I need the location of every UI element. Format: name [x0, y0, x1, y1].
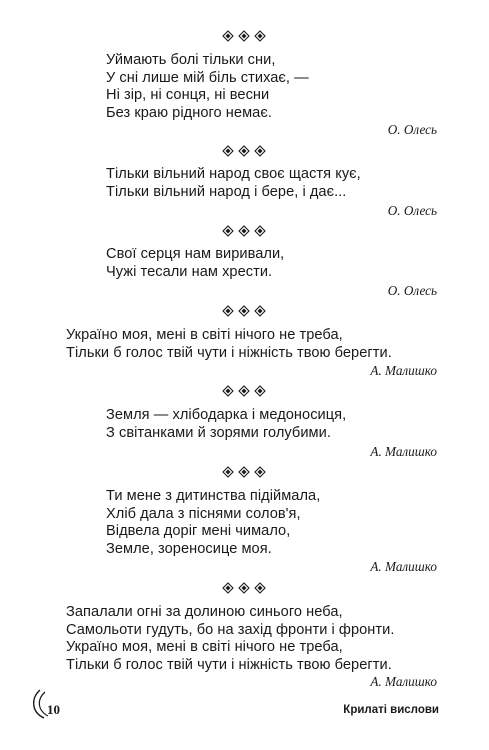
quote-line: Хліб дала з піснями солов'я, [106, 505, 301, 522]
quote-1-author: О. Олесь [387, 122, 437, 137]
quote-line: Свої серця нам виривали, [106, 246, 285, 262]
quote-line: Самольоти гудуть, бо на захід фронти і фронти. [66, 621, 395, 638]
quote-6-author: А. Малишко [370, 559, 437, 574]
quote-2-text [106, 166, 361, 201]
quote-line: Чужі тесали нам хрести. [106, 263, 273, 280]
quote-line: Без краю рідного немає. [106, 104, 272, 121]
quote-line: Тільки вільний народ і бере, і дає... [106, 183, 347, 200]
quote-5-author: А. Малишко [370, 444, 437, 459]
quote-2-author: О. Олесь [387, 203, 437, 218]
quote-line: Земля — хлібодарка і медоносиця, [106, 407, 347, 423]
quote-line: Відвела доріг мені чимало, [106, 523, 291, 539]
quote-4-text [66, 327, 392, 362]
quote-7-text [66, 604, 394, 674]
quote-line: Ні зір, ні сонця, ні весни [106, 87, 270, 103]
quote-line: Запалали огні за долиною синього неба, [66, 604, 343, 620]
diamond-ornament-icon [221, 466, 267, 478]
quote-3-author: О. Олесь [387, 283, 437, 298]
quote-line: Україно моя, мені в світі нічого не треба, [66, 327, 343, 343]
quote-4-author: А. Малишко [370, 363, 437, 378]
quote-line: Україно моя, мені в світі нічого не треба, [66, 639, 343, 655]
quote-line: Уймають болі тільки сни, [106, 52, 276, 68]
page-number: 10 [47, 702, 60, 717]
quote-line: Тільки б голос твій чути і ніжність твою берегти. [66, 344, 392, 361]
diamond-ornament-icon [221, 305, 267, 317]
diamond-ornament-icon [221, 30, 267, 42]
quote-5-text [106, 407, 346, 442]
quote-3-text [106, 246, 284, 281]
diamond-ornament-icon [221, 145, 267, 157]
diamond-ornament-icon [221, 582, 267, 594]
quote-line: Тільки вільний народ своє щастя кує, [106, 166, 361, 182]
quote-line: Земле, зореносице моя. [106, 540, 272, 557]
quote-line: У сні лише мій біль стихає, — [106, 69, 309, 86]
book-title: Крилаті вислови [343, 704, 439, 716]
quote-6-text [106, 488, 320, 558]
quote-line: Ти мене з дитинства підіймала, [106, 488, 321, 504]
quote-line: З світанками й зорями голубими. [106, 424, 331, 441]
diamond-ornament-icon [221, 225, 267, 237]
quote-7-author: А. Малишко [370, 674, 437, 689]
quote-line: Тільки б голос твій чути і ніжність твою берегти. [66, 656, 392, 673]
diamond-ornament-icon [221, 385, 267, 397]
quote-1-text [106, 52, 309, 122]
